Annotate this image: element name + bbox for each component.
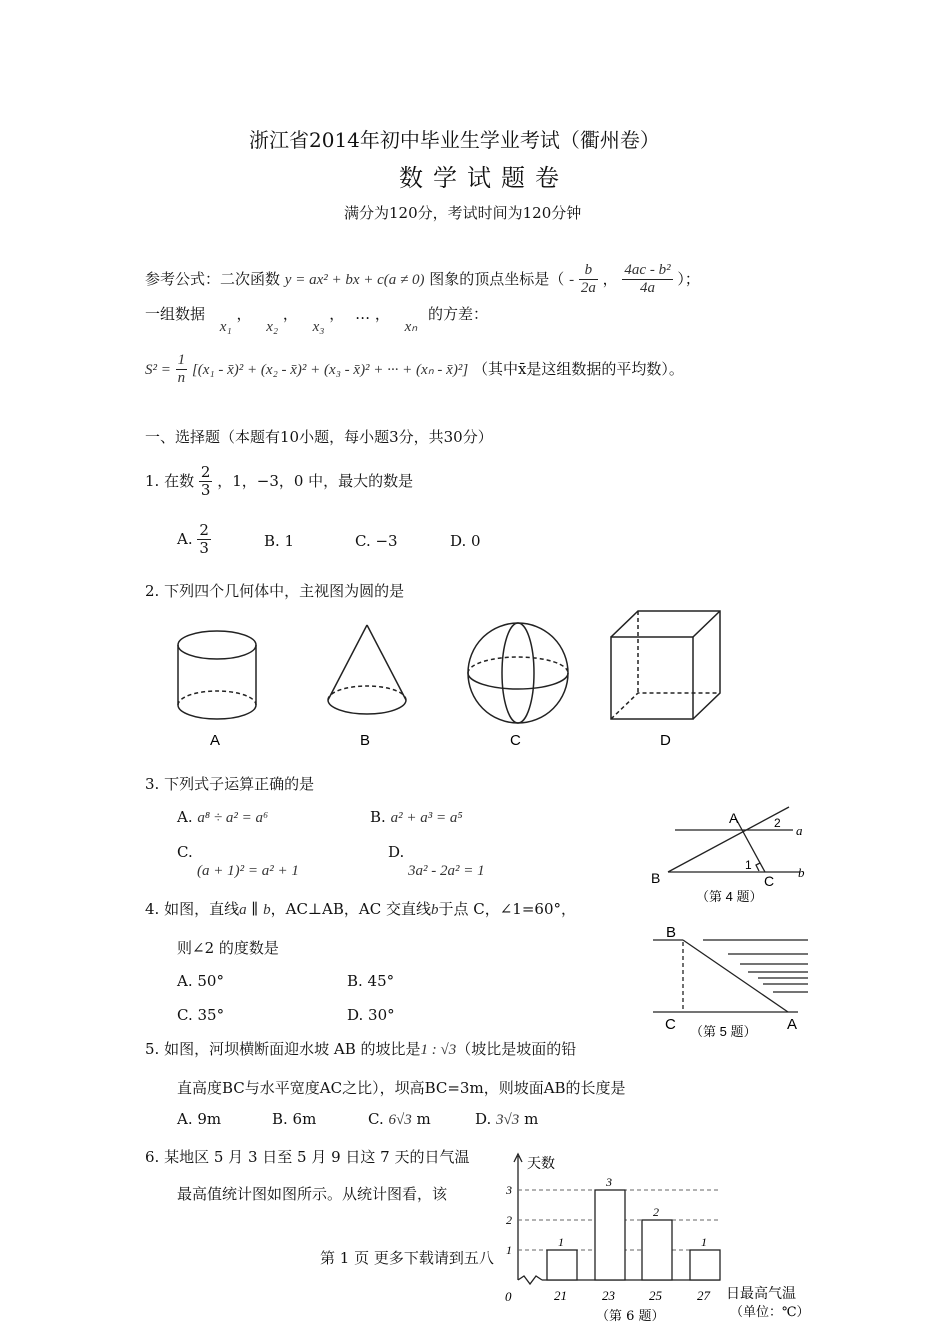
formula-vertex-text: 图象的顶点坐标是（	[429, 269, 565, 288]
chart-xunit: （单位：℃）	[730, 1305, 810, 1320]
question-1-stem: 1. 在数 $\frac{2}{3}$ ，1，−3，0 中，最大的数是	[145, 463, 414, 500]
solid-label-a: A	[210, 732, 221, 749]
chart-bar-23	[595, 1190, 625, 1280]
q5-option-d[interactable]: D. 3√3 m	[475, 1110, 539, 1128]
q1-option-a[interactable]: A. $\frac{2}{3}$	[177, 521, 209, 558]
q5-point-b: B	[666, 924, 677, 941]
q1-option-c[interactable]: C. −3	[355, 532, 398, 550]
q4-point-c: C	[764, 873, 775, 889]
chart-ytick-3: 3	[506, 1183, 512, 1197]
q4-line-a: a	[796, 823, 803, 838]
chart-ylabel: 天数	[527, 1156, 555, 1172]
chart-caption: （第 6 题）	[596, 1309, 665, 1324]
variance-fraction: $\frac{1}{n}$	[177, 352, 186, 387]
cylinder-shape	[178, 631, 256, 719]
q1-option-b[interactable]: B. 1	[264, 532, 295, 550]
question-3-stem: 3. 下列式子运算正确的是	[145, 775, 315, 793]
chart-ytick-1: 1	[506, 1243, 512, 1257]
formula-line1: 参考公式：二次函数 y = ax² + bx + c(a ≠ 0) 图象的顶点坐标是（ - $\frac{b}{2a}$ ， $\frac{\text{4ac - b²}}{4a}$ ）；	[145, 262, 700, 297]
formula-end: ）；	[677, 269, 700, 288]
var-x2: x₂	[266, 319, 279, 335]
chart-bar-25	[642, 1220, 672, 1280]
solid-label-b: B	[360, 732, 371, 749]
page-footer: 第 1 页 更多下载请到五八	[320, 1249, 494, 1267]
chart-origin: 0	[505, 1289, 512, 1304]
q5-option-c[interactable]: C. 6√3 m	[368, 1110, 431, 1128]
var-xn: xₙ	[404, 319, 418, 335]
q4-angle-2: 2	[774, 816, 781, 830]
q5-option-b[interactable]: B. 6m	[272, 1110, 317, 1128]
exam-info: 满分为120分，考试时间为120分钟	[344, 204, 582, 222]
q5-figure	[648, 920, 818, 1040]
chart-xtick-23: 23	[602, 1288, 615, 1303]
chart-value-label-21: 1	[558, 1235, 564, 1249]
q4-option-a[interactable]: A. 50°	[177, 972, 224, 990]
q5-option-a[interactable]: A. 9m	[177, 1110, 222, 1128]
q4-option-d[interactable]: D. 30°	[347, 1006, 395, 1024]
chart-ytick-2: 2	[506, 1213, 512, 1227]
chart-xtick-21: 21	[554, 1288, 567, 1303]
variance-body: [(x₁ - x̄)² + (x₂ - x̄)² + (x₃ - x̄)² + ··· + (xₙ - x̄)²]	[191, 361, 469, 378]
q3-option-b[interactable]: B. a² + a³ = a⁵	[370, 808, 463, 826]
question-4-stem-2: 则∠2 的度数是	[177, 939, 279, 957]
q1-option-d[interactable]: D. 0	[450, 532, 481, 550]
q4-figure	[648, 805, 808, 905]
quadratic-expr: y = ax² + bx + c(a ≠ 0)	[284, 271, 425, 288]
chart-bar-21	[547, 1250, 577, 1280]
q4-point-a: A	[729, 810, 739, 826]
variance-note: （其中x̄是这组数据的平均数）。	[472, 359, 684, 378]
q4-option-b[interactable]: B. 45°	[347, 972, 395, 990]
section-heading: 一、选择题（本题有10小题，每小题3分，共30分）	[145, 428, 493, 446]
q3-option-c[interactable]: C. (a + 1)² = a² + 1	[177, 843, 299, 879]
chart-bar-27	[690, 1250, 720, 1280]
q4-caption: （第 4 题）	[696, 889, 763, 904]
sphere-shape	[468, 623, 568, 723]
data-set-label: 一组数据	[145, 305, 206, 323]
question-5-stem-2: 直高度BC与水平宽度AC之比），坝高BC=3m，则坡面AB的长度是	[177, 1079, 626, 1097]
formula-prefix: 参考公式：二次函数	[145, 269, 281, 288]
solid-label-c: C	[510, 732, 521, 749]
chart-xlabel: 日最高气温	[726, 1286, 796, 1302]
question-4-stem: 4. 如图，直线a ∥ b，AC⊥AB，AC 交直线b于点 C，∠1=60°，	[145, 900, 576, 918]
var-x1: x₁	[219, 319, 232, 335]
q4-angle-1: 1	[745, 858, 752, 872]
question-6-stem-2: 最高值统计图如图所示。从统计图看，该	[177, 1185, 448, 1203]
q5-caption: （第 5 题）	[690, 1024, 757, 1039]
page-subtitle: 数学试题卷	[399, 164, 569, 192]
question-5-stem: 5. 如图，河坝横断面迎水坡 AB 的坡比是1 : √3（坡比是坡面的铅	[145, 1040, 577, 1058]
var-x3: x₃	[312, 319, 325, 335]
vertex-y-fraction: $\frac{\text{4ac - b²}}{4a}$	[624, 262, 671, 297]
chart-value-label-27: 1	[701, 1235, 707, 1249]
q5-point-a: A	[787, 1016, 798, 1033]
ellipsis: …	[355, 305, 371, 323]
q4-line-b: b	[798, 865, 805, 880]
q6-bar-chart	[500, 1150, 820, 1340]
solid-label-d: D	[660, 732, 671, 749]
question-2-stem: 2. 下列四个几何体中，主视图为圆的是	[145, 582, 405, 600]
chart-xtick-27: 27	[697, 1288, 710, 1303]
q5-point-c: C	[665, 1016, 676, 1033]
chart-value-label-25: 2	[653, 1205, 659, 1219]
q4-point-b: B	[651, 870, 661, 886]
q2-solids-figure	[0, 615, 950, 765]
question-6-stem: 6. 某地区 5 月 3 日至 5 月 9 日这 7 天的日气温	[145, 1148, 470, 1166]
cone-shape	[328, 625, 406, 714]
page-title: 浙江省2014年初中毕业生学业考试（衢州卷）	[249, 128, 660, 152]
formula-line2: 一组数据 x₁ ， x₂ ， x₃ ， … ， xₙ 的方差：	[145, 305, 489, 335]
vertex-x-fraction: $\frac{b}{2a}$	[580, 262, 596, 297]
cube-shape	[611, 611, 720, 719]
q3-option-d[interactable]: D. 3a² - 2a² = 1	[388, 843, 485, 879]
variance-formula	[145, 352, 684, 388]
chart-value-label-23: 3	[606, 1175, 612, 1189]
q4-option-c[interactable]: C. 35°	[177, 1006, 225, 1024]
q3-option-a[interactable]: A. a⁸ ÷ a² = a⁶	[177, 808, 269, 826]
q1-fraction: $\frac{2}{3}$	[200, 463, 211, 500]
variance-lhs: S² =	[145, 361, 171, 378]
chart-xtick-25: 25	[649, 1288, 662, 1303]
variance-label: 的方差：	[428, 305, 489, 323]
